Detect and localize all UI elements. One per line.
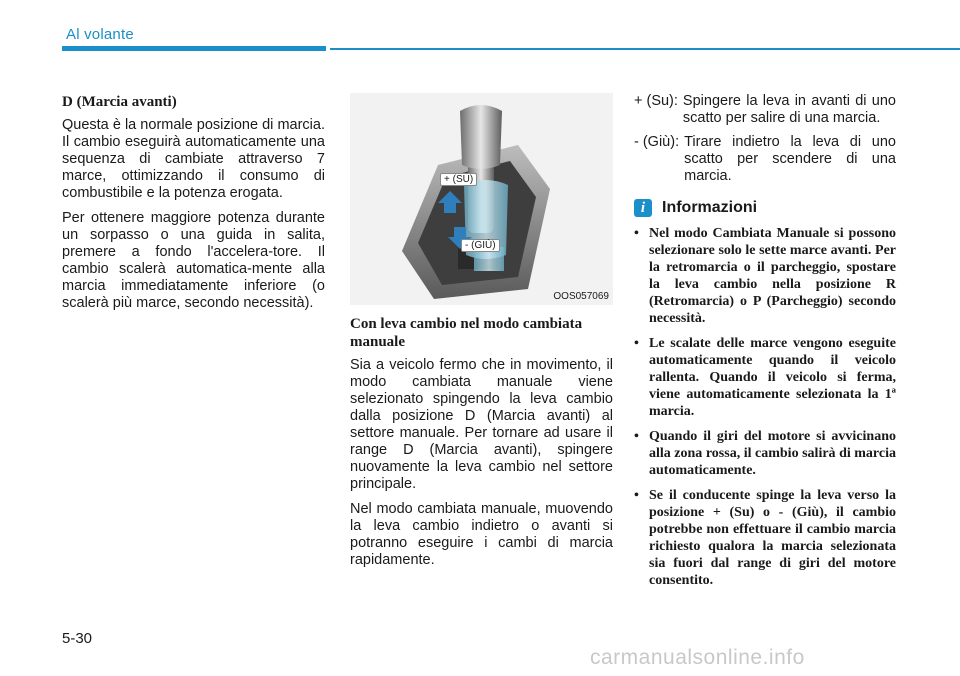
header-rule-thick	[62, 46, 326, 51]
bullet-marker: •	[634, 226, 639, 241]
bullet-text: Se il conducente spinge la leva verso la posizione + (Su) o - (Giù), il cambio potrebbe non effettuare il cambio marcia richiesto qualora la marcia selezionata sia fuori dal range di giri del motore consentito.	[649, 488, 896, 588]
definition-desc: Spingere la leva in avanti di uno scatto per salire di una marcia.	[682, 93, 896, 126]
paragraph: Sia a veicolo fermo che in movimento, il modo cambiata manuale viene selezionato spingendo la leva cambio dalla posizione D (Marcia avanti) al settore manuale. Per tornare ad usare il range D (Marcia avanti), spingere nuovamente la leva cambio nel settore principale.	[350, 357, 613, 492]
info-bullet-list	[634, 225, 896, 589]
label-up: + (SU)	[440, 173, 477, 186]
paragraph: Questa è la normale posizione di marcia. Il cambio eseguirà automaticamente una sequenza di cambiate attraverso 7 marce, ottimizzando il consumo di combustibile e la potenza erogata.	[62, 117, 325, 201]
info-icon: i	[634, 199, 652, 217]
list-item	[634, 335, 896, 420]
column-left	[62, 93, 325, 320]
definition-term: + (Su):	[634, 93, 678, 109]
figure-code: OOS057069	[553, 291, 609, 302]
page-number: 5-30	[62, 630, 93, 647]
lever-knob	[460, 105, 502, 169]
bullet-text: Le scalate delle marce vengono eseguite automaticamente quando il veicolo rallenta. Quando il veicolo si ferma, viene automaticamente selezionata la 1ª marcia.	[649, 336, 896, 419]
heading-manual-mode: Con leva cambio nel modo cambiata manuale	[350, 316, 583, 350]
column-middle	[350, 93, 613, 577]
label-down: - (GIÙ)	[461, 239, 500, 252]
bullet-marker: •	[634, 488, 639, 503]
paragraph: Nel modo cambiata manuale, muovendo la leva cambio indietro o avanti si potranno eseguire i cambi di marcia rapidamente.	[350, 501, 613, 568]
definition-down	[634, 134, 896, 185]
column-right	[634, 93, 896, 597]
section-title: Al volante	[66, 26, 134, 43]
watermark: carmanualsonline.info	[590, 646, 805, 669]
bullet-text: Quando il giri del motore si avvicinano alla zona rossa, il cambio salirà di marcia automaticamente.	[649, 429, 896, 478]
header-rule-thin	[330, 48, 960, 50]
info-box-header	[634, 199, 896, 217]
heading-drive: D (Marcia avanti)	[62, 94, 177, 110]
info-title: Informazioni	[662, 199, 758, 216]
bullet-text: Nel modo Cambiata Manuale si possono selezionare solo le sette marce avanti. Per la retromarcia o il parcheggio, spostare la leva cambio nella posizione R (Retromarcia) o P (Parcheggio) secondo necessità.	[649, 226, 896, 326]
list-item	[634, 428, 896, 479]
bullet-marker: •	[634, 429, 639, 444]
definition-term: - (Giù):	[634, 134, 680, 150]
paragraph: Per ottenere maggiore potenza durante un sorpasso o una guida in salita, premere a fondo l'accelera-tore. Il cambio scalerà automatica-mente alla marcia immediatamente inferiore (o scalerà più marce, secondo necessità).	[62, 210, 325, 311]
list-item	[634, 487, 896, 589]
gear-lever-image	[350, 93, 613, 305]
definition-desc: Tirare indietro la leva di uno scatto per scendere di una marcia.	[684, 134, 896, 184]
gear-shifter-illustration	[350, 93, 613, 305]
list-item	[634, 225, 896, 327]
definition-up	[634, 93, 896, 127]
bullet-marker: •	[634, 336, 639, 351]
